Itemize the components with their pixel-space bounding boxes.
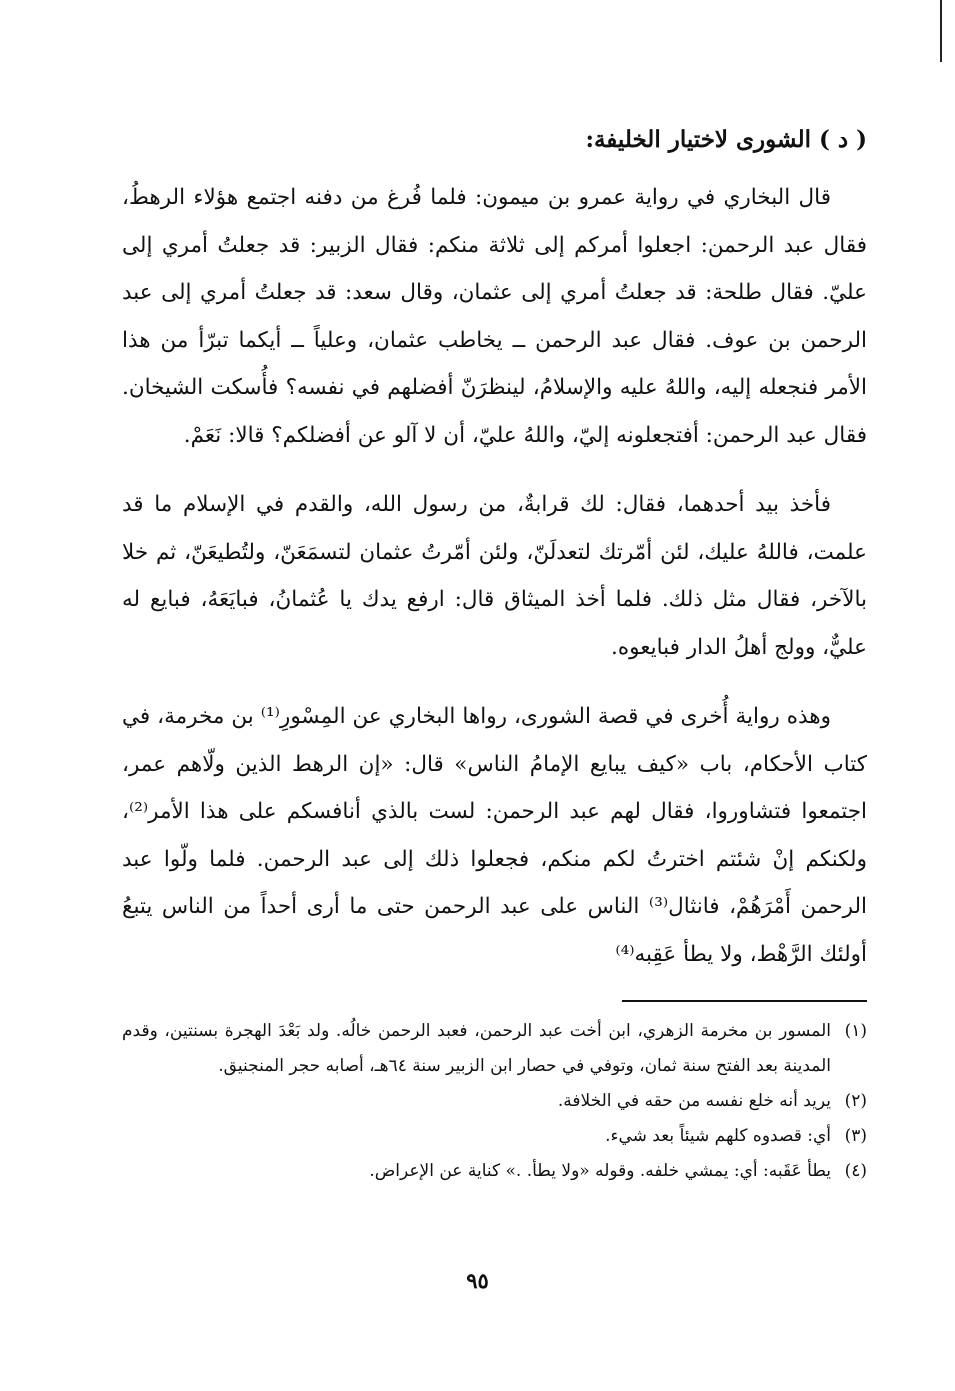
page-number: ٩٥	[466, 1268, 489, 1293]
footnote-text: أي: قصدوه كلهم شيئاً بعد شيء.	[605, 1126, 831, 1146]
section-heading: ( د ) الشورى لاختيار الخليفة:	[585, 126, 867, 153]
footnote-separator	[622, 1000, 867, 1002]
footnote-2	[122, 1084, 867, 1119]
footnote-number: (٣)	[844, 1126, 867, 1146]
footnotes	[122, 1014, 867, 1189]
footnote-text: يطأ عَقَبه: أي: يمشي خلفه. وقوله «ولا يطأ. .» كناية عن الإعراض.	[369, 1161, 831, 1181]
paragraph-1: قال البخاري في رواية عمرو بن ميمون: فلما فُرغ من دفنه اجتمع هؤلاء الرهطُ، فقال عبد الرحمن: اجعلوا أمركم إلى ثلاثة منكم: فقال الزبير: قد جعلتُ أمري إلى عليّ. فقال طلحة: قد جعلتُ أمري إلى عثمان، وقال سعد: قد جعلتُ أمري إلى عبد الرحمن بن عوف. فقال عبد الرحمن ــ يخاطب عثمان، وعلياً ــ أيكما تبرّأ من هذا الأمر فنجعله إليه، واللهُ عليه والإسلامُ، لينظرَنّ أفضلهم في نفسه؟ فأُسكت الشيخان. فقال عبد الرحمن: أفتجعلونه إليّ، واللهُ عليّ، أن لا آلو عن أفضلكم؟ قالا: نَعَمْ.	[122, 185, 867, 448]
footnote-number: (٤)	[844, 1161, 867, 1181]
paragraph-3: وهذه رواية أُخرى في قصة الشورى، رواها البخاري عن المِسْورِ⁽¹⁾ بن مخرمة، في كتاب الأحكام، باب «كيف يبايع الإمامُ الناس» قال: «إن الرهط الذين ولّاهم عمر، اجتمعوا فتشاوروا، فقال لهم عبد الرحمن: لست بالذي أنافسكم على هذا الأمر⁽²⁾، ولكنكم إنْ شئتم اخترتُ لكم منكم، فجعلوا ذلك إلى عبد الرحمن. فلما ولّوا عبد الرحمن أَمْرَهُمْ، فانثال⁽³⁾ الناس على عبد الرحمن حتى ما أرى أحداً من الناس يتبعُ أولئك الرَّهْط، ولا يطأ عَقِبه⁽⁴⁾	[122, 704, 867, 967]
paragraph-2: فأخذ بيد أحدهما، فقال: لك قرابةٌ، من رسول الله، والقدم في الإسلام ما قد علمت، فاللهُ عليك، لئن أمّرتك لتعدلَنّ، ولئن أمّرتُ عثمان لتسمَعَنّ، ولتُطيعَنّ، ثم خلا بالآخر، فقال مثل ذلك. فلما أخذ الميثاق قال: ارفع يدك يا عُثمانُ، فبايَعَهُ، فبايع له عليٌّ، وولج أهلُ الدار فبايعوه.	[122, 492, 867, 660]
footnote-number: (٢)	[844, 1091, 867, 1111]
footnote-text: المسور بن مخرمة الزهري، ابن أخت عبد الرحمن، فعبد الرحمن خالُه. ولد بَعْدَ الهجرة بسنتين، وقدم المدينة بعد الفتح سنة ثمان، وتوفي في حصار ابن الزبير سنة ٦٤هـ، أصابه حجر المنجنيق.	[122, 1021, 831, 1076]
margin-rule	[940, 0, 942, 62]
footnote-number: (١)	[844, 1021, 867, 1041]
footnote-4	[122, 1154, 867, 1189]
footnote-1	[122, 1014, 867, 1084]
footnote-3	[122, 1119, 867, 1154]
page-content	[122, 118, 867, 1189]
footnote-text: يريد أنه خلع نفسه من حقه في الخلافة.	[557, 1091, 831, 1111]
